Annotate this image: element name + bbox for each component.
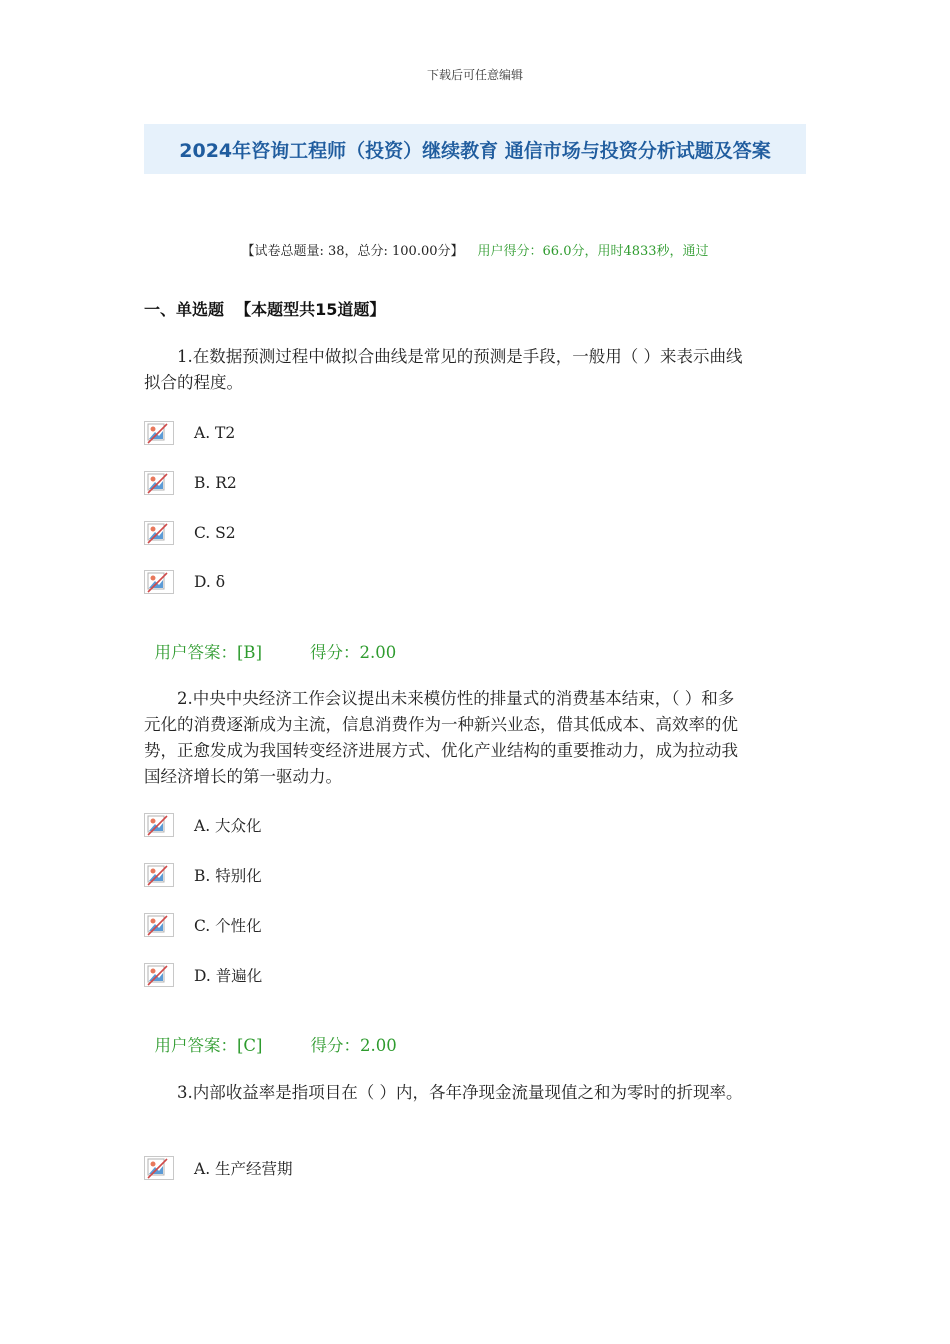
question-1: 1.在数据预测过程中做拟合曲线是常见的预测是手段，一般用（ ）来表示曲线拟合的程度。 (144, 347, 743, 392)
option-1c[interactable] (144, 518, 236, 548)
option-label: B. 特别化 (194, 867, 262, 885)
question-2: 2.中央中央经济工作会议提出未来模仿性的排量式的消费基本结束，（ ）和多元化的消费逐渐成为主流，信息消费作为一种新兴业态，借其低成本、高效率的优势，正愈发成为我国转变经济进展方式、优化产业结构的重要推动力，成为拉动我国经济增长的第一驱动力。 (144, 689, 738, 786)
header-note: 下载后可任意编辑 (426, 68, 523, 82)
option-label: A. 大众化 (194, 817, 262, 835)
broken-image-icon[interactable] (144, 863, 174, 887)
broken-image-icon[interactable] (144, 421, 174, 445)
option-label: B. R2 (194, 474, 237, 492)
exam-summary (0, 240, 950, 259)
option-3a[interactable] (144, 1153, 293, 1183)
option-label: C. S2 (194, 524, 236, 542)
user-answer: 用户答案：[B] (154, 643, 262, 662)
broken-image-icon[interactable] (144, 813, 174, 837)
broken-image-icon[interactable] (144, 1156, 174, 1180)
broken-image-icon[interactable] (144, 963, 174, 987)
option-2a[interactable] (144, 810, 262, 840)
page-title: 2024年咨询工程师（投资）继续教育 通信市场与投资分析试题及答案 (179, 139, 771, 162)
exam-total: 【试卷总题量: 38，总分: 100.00分】 (241, 244, 464, 259)
exam-score: 用户得分：66.0分，用时4833秒，通过 (477, 244, 709, 259)
question-score: 得分：2.00 (310, 1036, 397, 1055)
question-3: 3.内部收益率是指项目在（ ）内，各年净现金流量现值之和为零时的折现率。 (177, 1083, 743, 1102)
user-answer: 用户答案：[C] (154, 1036, 263, 1055)
option-label: D. 普遍化 (194, 967, 263, 985)
option-1b[interactable] (144, 468, 237, 498)
question-score: 得分：2.00 (310, 643, 397, 662)
broken-image-icon[interactable] (144, 570, 174, 594)
option-1a[interactable] (144, 418, 235, 448)
option-label: A. 生产经营期 (194, 1160, 293, 1178)
answer-2 (144, 1013, 397, 1056)
title-bar (144, 124, 806, 174)
answer-1 (144, 620, 396, 663)
option-2d[interactable] (144, 960, 262, 990)
broken-image-icon[interactable] (144, 521, 174, 545)
broken-image-icon[interactable] (144, 471, 174, 495)
option-label: C. 个性化 (194, 917, 262, 935)
section-title: 一、单选题 【本题型共15道题】 (144, 300, 386, 319)
broken-image-icon[interactable] (144, 913, 174, 937)
option-2b[interactable] (144, 860, 262, 890)
option-label: D. δ (194, 573, 226, 591)
option-2c[interactable] (144, 910, 262, 940)
option-1d[interactable] (144, 567, 225, 597)
option-label: A. T2 (194, 424, 236, 442)
